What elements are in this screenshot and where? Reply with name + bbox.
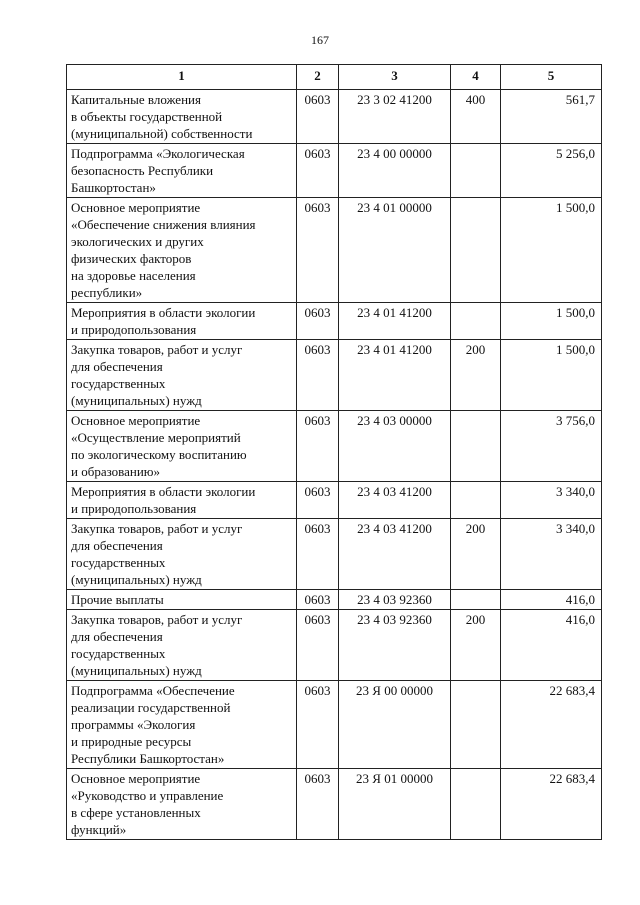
cell-section-code: 0603 [297, 519, 339, 590]
cell-amount: 5 256,0 [501, 144, 602, 198]
cell-section-code: 0603 [297, 144, 339, 198]
cell-expense-type [451, 411, 501, 482]
table-row [67, 590, 602, 610]
cell-expense-type [451, 144, 501, 198]
table-row [67, 144, 602, 198]
cell-amount: 1 500,0 [501, 198, 602, 303]
cell-target-item: 23 4 03 92360 [339, 610, 451, 681]
cell-section-code: 0603 [297, 769, 339, 840]
cell-amount: 3 340,0 [501, 482, 602, 519]
cell-expense-type [451, 198, 501, 303]
cell-amount: 1 500,0 [501, 303, 602, 340]
cell-target-item: 23 4 00 00000 [339, 144, 451, 198]
cell-expense-type [451, 681, 501, 769]
cell-section-code: 0603 [297, 340, 339, 411]
cell-name: Прочие выплаты [67, 590, 297, 610]
cell-expense-type: 400 [451, 90, 501, 144]
budget-table [66, 64, 602, 840]
column-header-expense-type: 4 [451, 65, 501, 90]
cell-amount: 1 500,0 [501, 340, 602, 411]
cell-target-item: 23 4 01 00000 [339, 198, 451, 303]
table-row [67, 610, 602, 681]
cell-name: Мероприятия в области экологии и природопользования [67, 482, 297, 519]
cell-amount: 416,0 [501, 590, 602, 610]
cell-expense-type: 200 [451, 610, 501, 681]
cell-name: Закупка товаров, работ и услуг для обеспечения государственных (муниципальных) нужд [67, 519, 297, 590]
cell-target-item: 23 4 03 41200 [339, 482, 451, 519]
page-number: 167 [311, 33, 329, 47]
cell-section-code: 0603 [297, 90, 339, 144]
column-header-section: 2 [297, 65, 339, 90]
cell-target-item: 23 4 01 41200 [339, 303, 451, 340]
table-row [67, 482, 602, 519]
cell-name: Подпрограмма «Обеспечение реализации государственной программы «Экология и природные ресурсы Республики Башкортостан» [67, 681, 297, 769]
column-header-name: 1 [67, 65, 297, 90]
cell-name: Закупка товаров, работ и услуг для обеспечения государственных (муниципальных) нужд [67, 610, 297, 681]
cell-amount: 3 756,0 [501, 411, 602, 482]
cell-section-code: 0603 [297, 198, 339, 303]
cell-section-code: 0603 [297, 681, 339, 769]
cell-target-item: 23 Я 01 00000 [339, 769, 451, 840]
cell-name: Мероприятия в области экологии и природопользования [67, 303, 297, 340]
cell-name: Подпрограмма «Экологическая безопасность Республики Башкортостан» [67, 144, 297, 198]
cell-name: Закупка товаров, работ и услуг для обеспечения государственных (муниципальных) нужд [67, 340, 297, 411]
table-row [67, 411, 602, 482]
cell-expense-type [451, 769, 501, 840]
table-row [67, 681, 602, 769]
table-body [67, 90, 602, 840]
cell-target-item: 23 4 03 41200 [339, 519, 451, 590]
cell-section-code: 0603 [297, 590, 339, 610]
cell-name: Капитальные вложения в объекты государственной (муниципальной) собственности [67, 90, 297, 144]
cell-expense-type [451, 303, 501, 340]
column-header-target-item: 3 [339, 65, 451, 90]
table-header-row [67, 65, 602, 90]
cell-target-item: 23 4 03 92360 [339, 590, 451, 610]
cell-section-code: 0603 [297, 610, 339, 681]
cell-target-item: 23 Я 00 00000 [339, 681, 451, 769]
table-row [67, 769, 602, 840]
table-row [67, 340, 602, 411]
table-row [67, 519, 602, 590]
cell-target-item: 23 3 02 41200 [339, 90, 451, 144]
cell-amount: 416,0 [501, 610, 602, 681]
cell-expense-type [451, 590, 501, 610]
cell-amount: 22 683,4 [501, 681, 602, 769]
cell-section-code: 0603 [297, 482, 339, 519]
column-header-amount: 5 [501, 65, 602, 90]
cell-target-item: 23 4 03 00000 [339, 411, 451, 482]
cell-expense-type: 200 [451, 340, 501, 411]
cell-expense-type: 200 [451, 519, 501, 590]
cell-section-code: 0603 [297, 303, 339, 340]
cell-amount: 3 340,0 [501, 519, 602, 590]
table-row [67, 198, 602, 303]
cell-section-code: 0603 [297, 411, 339, 482]
cell-name: Основное мероприятие «Обеспечение снижения влияния экологических и других физических факторов на здоровье населения республики» [67, 198, 297, 303]
cell-target-item: 23 4 01 41200 [339, 340, 451, 411]
table-row [67, 303, 602, 340]
table-row [67, 90, 602, 144]
cell-name: Основное мероприятие «Руководство и управление в сфере установленных функций» [67, 769, 297, 840]
cell-name: Основное мероприятие «Осуществление мероприятий по экологическому воспитанию и образованию» [67, 411, 297, 482]
cell-amount: 561,7 [501, 90, 602, 144]
cell-amount: 22 683,4 [501, 769, 602, 840]
cell-expense-type [451, 482, 501, 519]
